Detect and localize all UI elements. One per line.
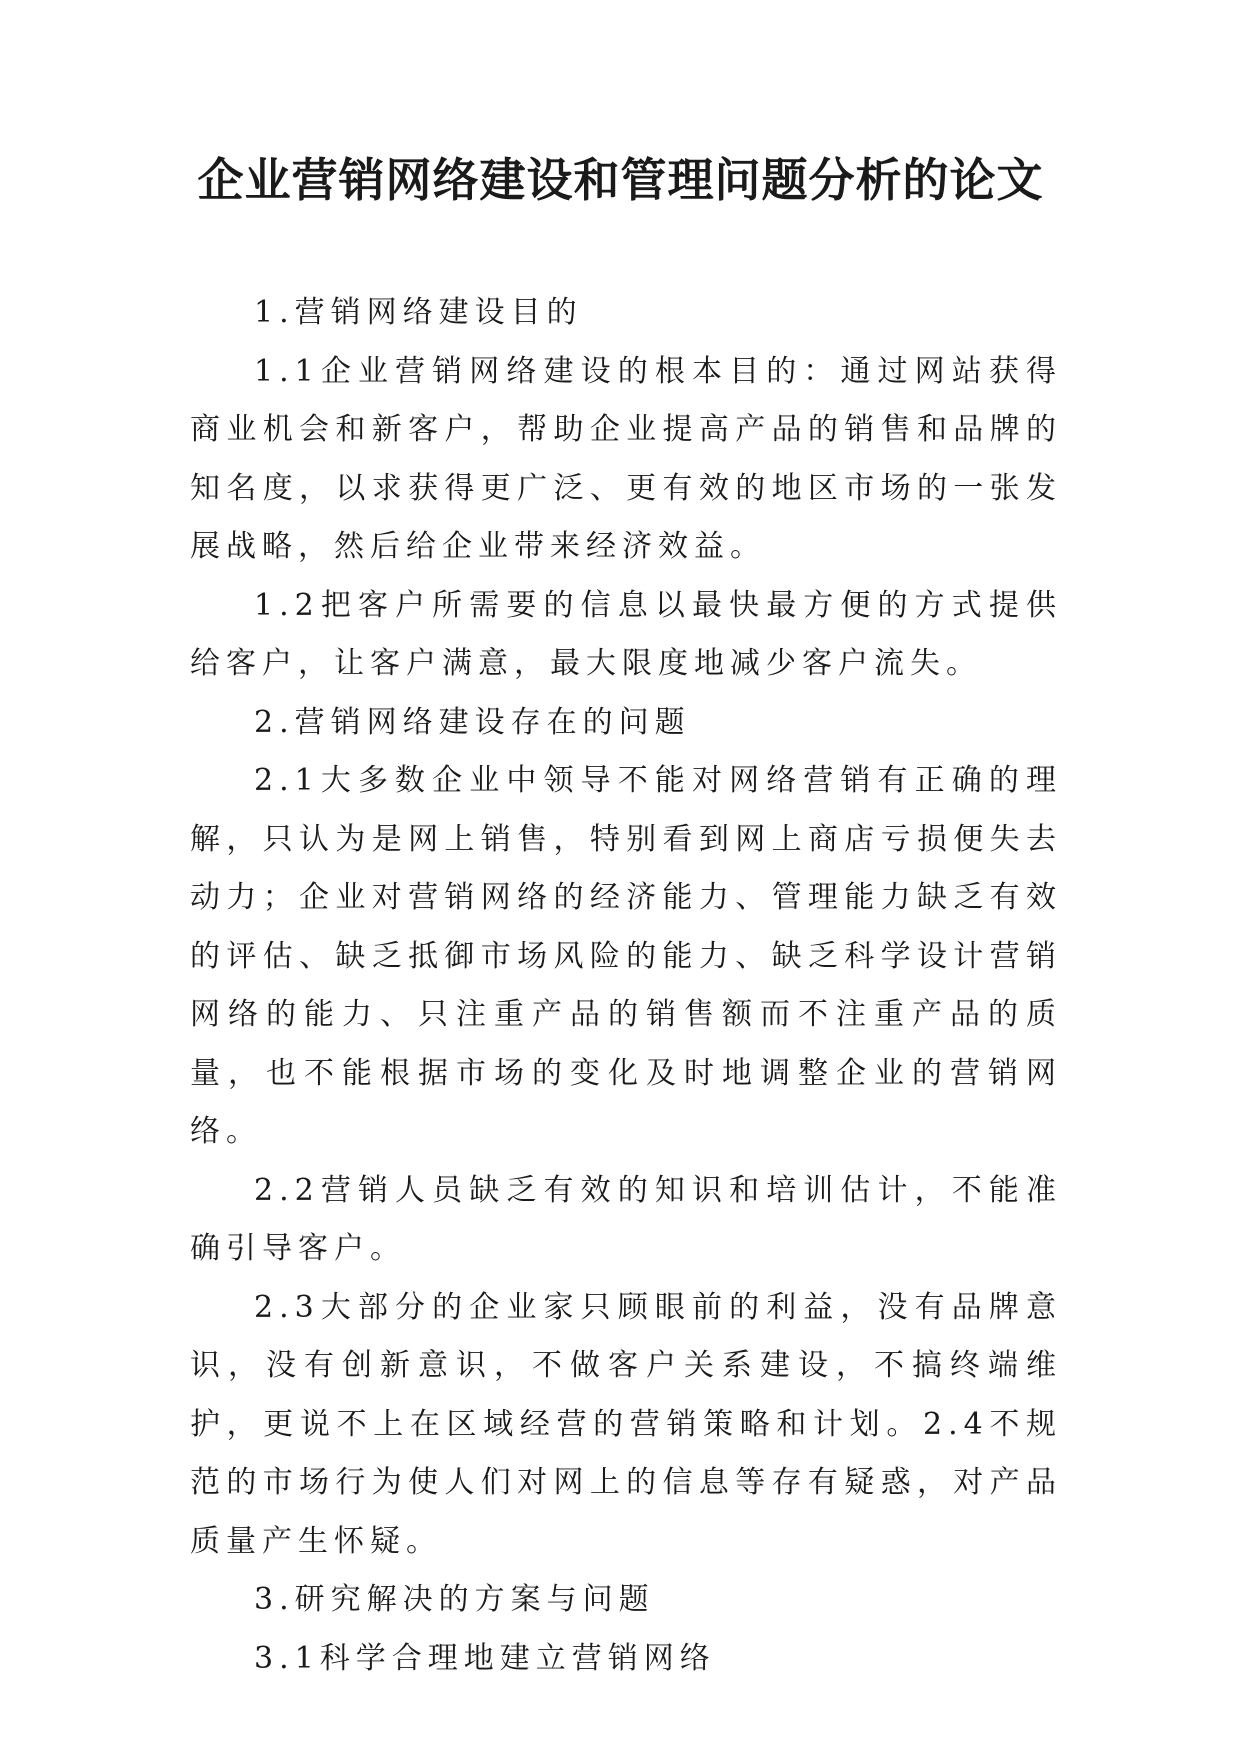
- paragraph-2-2: 2.2营销人员缺乏有效的知识和培训估计，不能准确引导客户。: [190, 1172, 1062, 1266]
- paragraph-2-heading: 2.营销网络建设存在的问题: [254, 704, 691, 740]
- document-body: [190, 284, 1062, 1688]
- paragraph-2-1: 2.1大多数企业中领导不能对网络营销有正确的理解，只认为是网上销售，特别看到网上商店亏损便失去动力；企业对营销网络的经济能力、管理能力缺乏有效的评估、缺乏抵御市场风险的能力、缺乏科学设计营销网络的能力、只注重产品的销售额而不注重产品的质量，也不能根据市场的变化及时地调整企业的营销网络。: [190, 763, 1062, 1149]
- paragraph-1-heading: 1.营销网络建设目的: [254, 295, 583, 330]
- paragraph-1-1: 1.1企业营销网络建设的根本目的：通过网站获得商业机会和新客户，帮助企业提高产品的销售和品牌的知名度，以求获得更广泛、更有效的地区市场的一张发展战略，然后给企业带来经济效益。: [190, 353, 1062, 564]
- document-title: 企业营销网络建设和管理问题分析的论文: [197, 153, 1044, 207]
- paragraph-3-heading: 3.研究解决的方案与问题: [254, 1582, 655, 1617]
- paragraph-1-2: 1.2把客户所需要的信息以最快最方便的方式提供给客户，让客户满意，最大限度地减少客户流失。: [190, 587, 1062, 681]
- paragraph-3-1: 3.1科学合理地建立营销网络: [254, 1640, 716, 1676]
- paragraph-2-3: 2.3大部分的企业家只顾眼前的利益，没有品牌意识，没有创新意识，不做客户关系建设，不搞终端维护，更说不上在区域经营的营销策略和计划。2.4不规范的市场行为使人们对网上的信息等存有疑惑，对产品质量产生怀疑。: [190, 1289, 1062, 1559]
